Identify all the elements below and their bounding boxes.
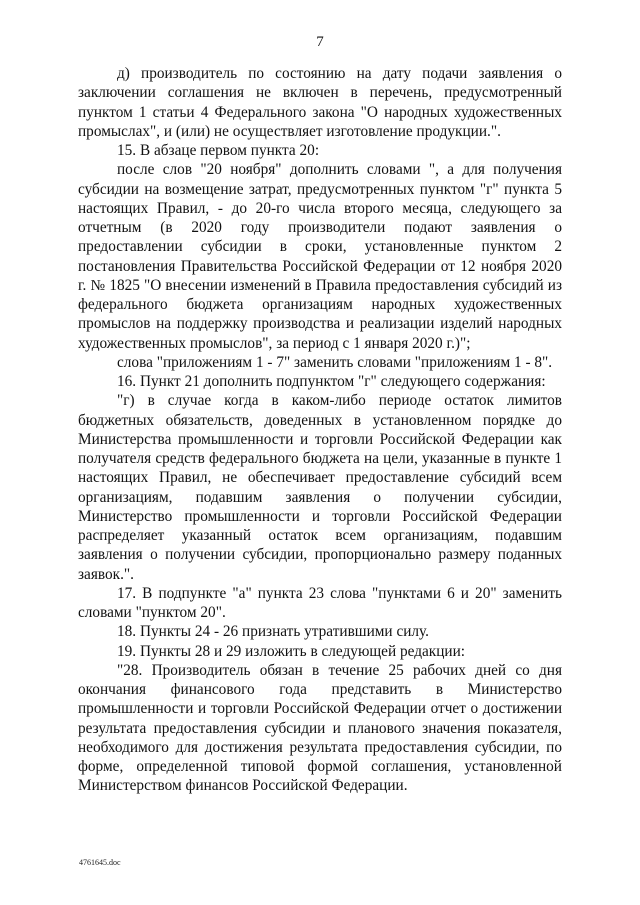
footer-filename: 4761645.doc	[79, 858, 121, 867]
paragraph-item-17: 17. В подпункте "а" пункта 23 слова "пунктами 6 и 20" заменить словами "пунктом 20".	[78, 584, 562, 621]
paragraph-item-16: 16. Пункт 21 дополнить подпунктом "г" следующего содержания:	[117, 373, 546, 390]
paragraph-subitem-d: д) производитель по состоянию на дату подачи заявления о заключении соглашения не включен в перечень, предусмотренный пунктом 1 статьи 4 Федерального закона "О народных художественных промыслах", и (или) не осуществляет изготовление продукции.".	[78, 65, 562, 140]
paragraph-item-19: 19. Пункты 28 и 29 изложить в следующей редакции:	[117, 642, 466, 660]
paragraph-item-15: 15. В абзаце первом пункта 20:	[117, 142, 320, 159]
paragraph-subitem-g: "г) в случае когда в каком-либо периоде остаток лимитов бюджетных обязательств, доведенных в установленном порядке до Министерства промышленности и торговли Российской Федерации как получателя средств федерального бюджета на цели, указанные в пункте 1 настоящих Правил, не обеспечивает предоставление субсидий всем организациям, подавшим заявления о получении субсидии, Министерство промышленности и торговли Российской Федерации распределяет указанный остаток всем организациям, подавшим заявления о получении субсидии, пропорционально размеру поданных заявок.".	[78, 392, 562, 583]
document-body	[78, 64, 562, 796]
paragraph-item-15-insert: после слов "20 ноября" дополнить словами ", а для получения субсидии на возмещение затрат, предусмотренных пунктом "г" пункта 5 настоящих Правил, - до 20-го числа второго месяца, следующего за отчетным (в 2020 году производители подают заявления о предоставлении субсидии в сроки, установленные пунктом 2 постановления Правительства Российской Федерации от 12 ноября 2020 г. № 1825 "О внесении изменений в Правила предоставления субсидий из федерального бюджета организациям народных художественных промыслов на поддержку производства и реализации изделий народных художественных промыслов", за период с 1 января 2020 г.)";	[78, 161, 562, 352]
paragraph-item-15-replace: слова "приложениям 1 - 7" заменить словами "приложениям 1 - 8".	[117, 353, 553, 371]
paragraph-item-18: 18. Пункты 24 - 26 признать утратившими силу.	[117, 623, 429, 641]
page-number: 7	[316, 34, 324, 50]
paragraph-item-28: "28. Производитель обязан в течение 25 рабочих дней со дня окончания финансового года представить в Министерство промышленности и торговли Российской Федерации отчет о достижении результата предоставления субсидии и планового значения показателя, необходимого для достижения результата предоставления субсидии, по форме, определенной типовой формой соглашения, установленной Министерством финансов Российской Федерации.	[78, 661, 562, 795]
